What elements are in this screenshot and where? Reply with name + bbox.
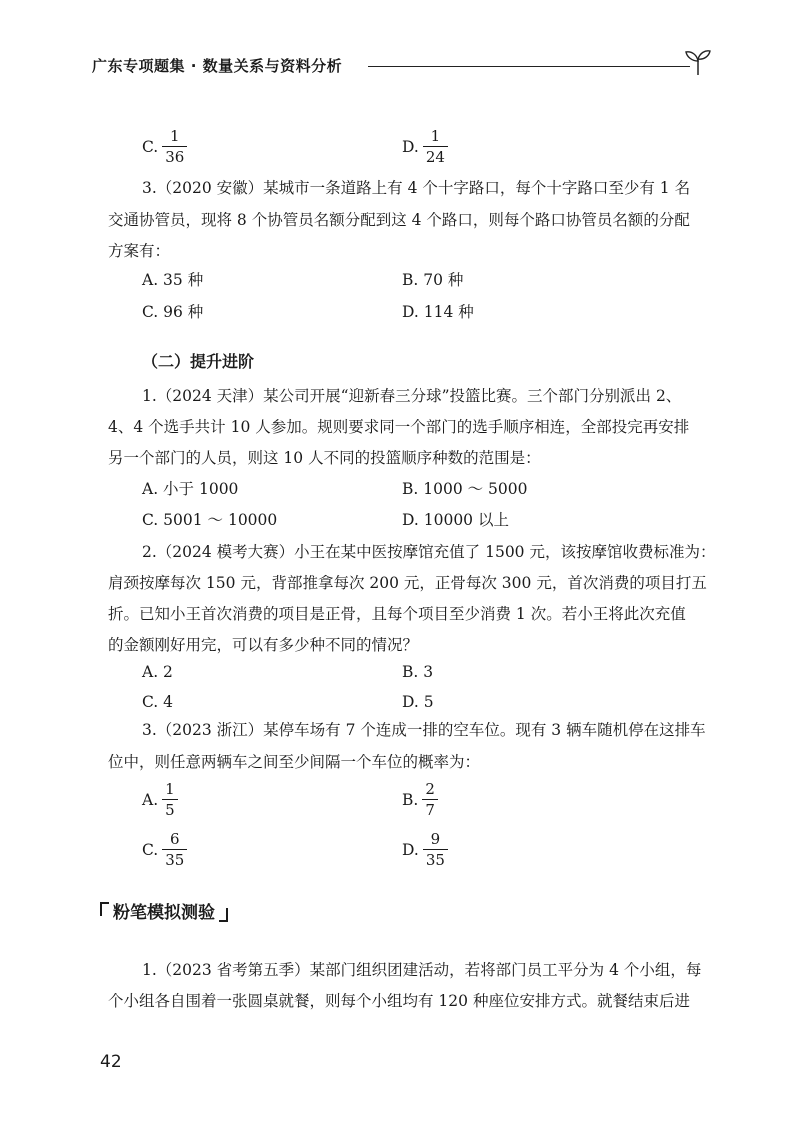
header-rule (368, 66, 690, 67)
numerator: 1 (430, 127, 441, 145)
question-text-line: 交通协管员，现将 8 个协管员名额分配到这 4 个路口，则每个路口协管员名额的分配 (108, 211, 690, 229)
section-title: （二）提升进阶 (142, 352, 255, 371)
question-text-line: 1.（2024 天津）某公司开展“迎新春三分球”投篮比赛。三个部门分别派出 2、 (142, 387, 682, 405)
numerator: 1 (165, 780, 175, 798)
numerator: 2 (425, 780, 435, 798)
question-text-line: 另一个部门的人员，则这 10 人不同的投篮顺序种数的范围是： (108, 449, 541, 467)
question-text-line: 个小组各自围着一张圆桌就餐，则每个小组均有 120 种座位安排方式。就餐结束后进 (108, 992, 690, 1010)
option-d[interactable]: D. 10000 以上 (402, 511, 509, 529)
question-text-line: 位中，则任意两辆车之间至少间隔一个车位的概率为： (108, 753, 481, 771)
option-b[interactable]: B. 70 种 (402, 271, 464, 289)
option-label: A. (142, 790, 159, 809)
denominator: 36 (162, 146, 187, 166)
corner-bracket-left (100, 902, 109, 916)
denominator: 35 (423, 849, 448, 869)
fraction (422, 780, 438, 819)
question-text-line: 方案有： (108, 242, 171, 260)
option-c[interactable]: C. 96 种 (142, 303, 204, 321)
question-text-line: 2.（2024 模考大赛）小王在某中医按摩馆充值了 1500 元，该按摩馆收费标准为： (142, 543, 716, 561)
option-a[interactable] (142, 780, 178, 819)
question-text-line: 1.（2023 省考第五季）某部门组织团建活动，若将部门员工平分为 4 个小组，每 (142, 961, 702, 979)
question-text-line: 4、4 个选手共计 10 人参加。规则要求同一个部门的选手顺序相连，全部投完再安排 (108, 418, 690, 436)
option-label: C. (142, 840, 159, 859)
prev-option-d[interactable] (402, 127, 448, 166)
fraction (162, 830, 187, 869)
denominator: 35 (162, 849, 187, 869)
fraction (162, 127, 187, 166)
question-text-line: 3.（2023 浙江）某停车场有 7 个连成一排的空车位。现有 3 辆车随机停在这排车 (142, 721, 706, 739)
corner-bracket-right (219, 908, 228, 922)
numerator: 9 (430, 830, 441, 848)
numerator: 1 (170, 127, 180, 145)
question-text-line: 折。已知小王首次消费的项目是正骨，且每个项目至少消费 1 次。若小王将此次充值 (108, 605, 686, 623)
mock-test-title-text: 粉笔模拟测验 (113, 903, 215, 923)
prev-option-c[interactable] (142, 127, 187, 166)
option-b[interactable]: B. 3 (402, 663, 434, 681)
running-header (92, 47, 712, 87)
question-text-line: 的金额刚好用完，可以有多少种不同的情况？ (108, 636, 419, 654)
option-label: D. (402, 137, 419, 156)
denominator: 5 (162, 799, 178, 819)
option-a[interactable]: A. 小于 1000 (142, 480, 239, 498)
fraction (423, 127, 448, 166)
option-b[interactable]: B. 1000 ～ 5000 (402, 480, 528, 498)
option-a[interactable]: A. 2 (142, 663, 173, 681)
option-d[interactable]: D. 114 种 (402, 303, 474, 321)
option-c[interactable]: C. 4 (142, 693, 174, 711)
option-c[interactable]: C. 5001 ～ 10000 (142, 511, 278, 529)
header-title: 广东专项题集 · 数量关系与资料分析 (92, 57, 343, 75)
page-number: 42 (100, 1052, 122, 1072)
option-d[interactable]: D. 5 (402, 693, 434, 711)
question-text-line: 3.（2020 安徽）某城市一条道路上有 4 个十字路口，每个十字路口至少有 1 名 (142, 179, 691, 197)
option-d[interactable] (402, 830, 448, 869)
question-text-line: 肩颈按摩每次 150 元，背部推拿每次 200 元，正骨每次 300 元，首次消费的项目打五 (108, 574, 707, 592)
sprout-icon (684, 47, 712, 77)
option-label: B. (402, 790, 419, 809)
option-c[interactable] (142, 830, 187, 869)
fraction (423, 830, 448, 869)
denominator: 24 (423, 146, 448, 166)
mock-test-title (100, 898, 228, 923)
option-label: C. (142, 137, 159, 156)
fraction (162, 780, 178, 819)
option-a[interactable]: A. 35 种 (142, 271, 204, 289)
option-b[interactable] (402, 780, 438, 819)
option-label: D. (402, 840, 419, 859)
numerator: 6 (170, 830, 180, 848)
denominator: 7 (422, 799, 438, 819)
